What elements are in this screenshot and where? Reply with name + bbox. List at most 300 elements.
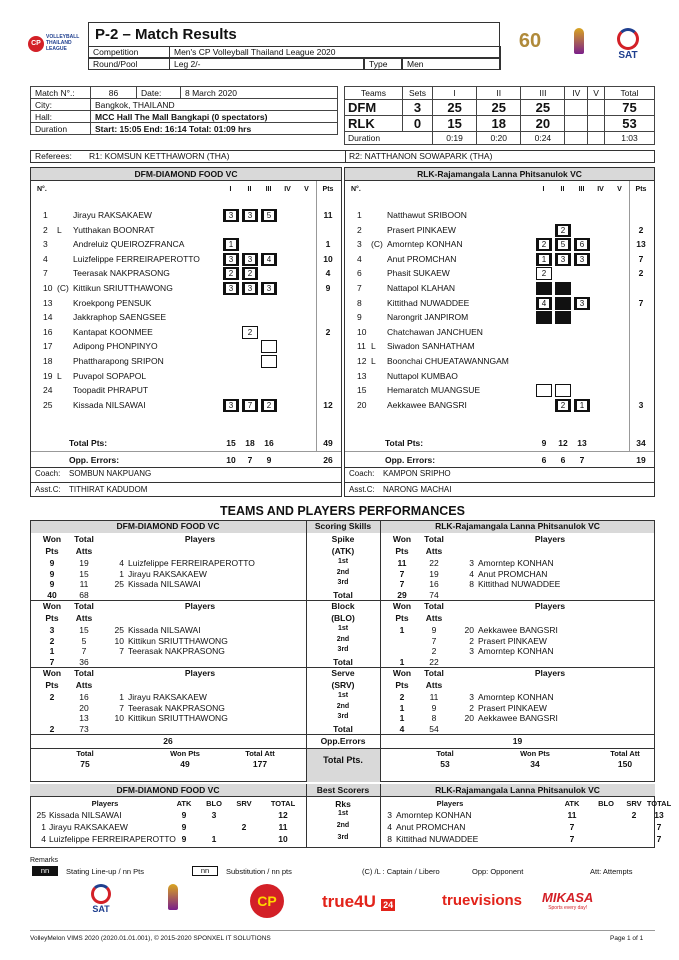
rank-label: 1st xyxy=(337,625,349,632)
set-cell xyxy=(223,267,239,280)
player-row xyxy=(345,253,654,267)
set-cell xyxy=(536,326,552,339)
set-opp-errors: 7 xyxy=(247,455,253,465)
skill-total-atts: 22 xyxy=(429,657,439,667)
set-cell xyxy=(555,355,571,368)
skill-total-atts: 73 xyxy=(79,724,89,734)
best-stat: 7 xyxy=(656,822,662,832)
set-cell xyxy=(280,326,296,339)
player-number: 25 xyxy=(114,625,124,635)
skill-total-atts: 68 xyxy=(79,590,89,600)
set-cell xyxy=(299,224,315,237)
duration-label: Duration xyxy=(31,123,91,135)
type-label: Type xyxy=(364,58,402,70)
set-cell xyxy=(280,209,296,222)
roster-totals-separator xyxy=(31,451,341,452)
player-name: Jirayu RAKSAKAEW xyxy=(128,568,207,579)
player-name: Natthawut SRIBOON xyxy=(387,210,467,220)
set-cell xyxy=(574,297,590,310)
set-cell xyxy=(574,282,590,295)
best-stat: 11 xyxy=(567,810,577,820)
set-cell xyxy=(280,224,296,237)
set-duration xyxy=(588,132,605,145)
player-name: Teerasak NAKPRASONG xyxy=(73,268,170,279)
totals-header: Total xyxy=(76,749,94,758)
set-points: 2 xyxy=(541,269,547,279)
col-pts: Pts xyxy=(45,680,59,690)
player-name: Kissada NILSAWAI xyxy=(73,399,146,410)
col-players: Players xyxy=(534,668,566,678)
won-pts: 1 xyxy=(399,713,405,723)
set-opp-errors: 6 xyxy=(560,455,566,465)
set-points: 3 xyxy=(245,211,255,220)
set-points: 3 xyxy=(226,255,236,264)
hall-value: MCC Hall The Mall Bangkapi (0 spectators) xyxy=(91,111,338,123)
player-row xyxy=(345,267,654,281)
set-cell xyxy=(299,209,315,222)
best-stat: 7 xyxy=(569,834,575,844)
best-player-number: 4 xyxy=(41,834,46,844)
remarks-row xyxy=(32,866,655,878)
set-total-pts: 15 xyxy=(226,438,236,448)
best-col-head: ATK xyxy=(564,799,580,808)
total-atts: 7 xyxy=(81,646,87,656)
coach-label: Coach: xyxy=(349,469,375,478)
cp-league-logo: CP VOLLEYBALL THAILAND LEAGUE xyxy=(28,30,88,60)
player-number: 8 xyxy=(469,579,474,589)
set-score: 15 xyxy=(433,116,477,132)
set-cell xyxy=(612,311,628,324)
player-role: L xyxy=(57,370,62,381)
set-points: 6 xyxy=(577,240,587,249)
player-number: 1 xyxy=(357,210,362,220)
best-stat: 1 xyxy=(211,834,217,844)
set-opp-errors: 6 xyxy=(541,455,547,465)
player-name: Anut PROMCHAN xyxy=(387,253,457,264)
set-cell xyxy=(299,326,315,339)
score-head-s5: V xyxy=(588,87,605,100)
set-cell xyxy=(261,209,277,222)
set-points: 3 xyxy=(245,255,255,264)
set-cell xyxy=(555,224,571,237)
player-points: 1 xyxy=(325,239,331,250)
player-name: Puvapol SOPAPOL xyxy=(73,370,147,381)
player-number: 8 xyxy=(357,297,362,308)
set-points: 3 xyxy=(245,284,255,293)
set-cell xyxy=(555,326,571,339)
roster-left xyxy=(30,167,342,497)
rank-label: 3rd xyxy=(337,579,349,586)
player-row xyxy=(31,297,341,311)
set-cell xyxy=(223,238,239,251)
set-cell xyxy=(242,384,258,397)
player-row xyxy=(345,370,654,384)
player-name: Kittikun SRIUTTHAWONG xyxy=(73,283,173,293)
opp-errors-label: Opp. Errors: xyxy=(385,455,436,465)
col-head-set: II xyxy=(247,186,252,193)
referees-label: Referees: xyxy=(35,151,72,161)
col-players: Players xyxy=(534,534,566,544)
opp-errors-separator xyxy=(30,734,655,735)
total-pts-label: Total Pts. xyxy=(323,755,363,765)
col-won: Won xyxy=(392,668,412,678)
col-pts: Pts xyxy=(45,613,59,623)
skill-total-atts: 54 xyxy=(429,724,439,734)
skill-total-won: 4 xyxy=(399,724,405,734)
anniversary-logo: 60 xyxy=(518,30,542,52)
best-col-head: BLO xyxy=(598,799,614,808)
best-stat: 9 xyxy=(181,822,187,832)
total-duration: 1:03 xyxy=(605,132,655,145)
coach-label: Coach: xyxy=(35,469,61,478)
won-pts: 3 xyxy=(49,625,55,635)
right-total-value: 53 xyxy=(440,759,450,769)
legend-start-box: nn xyxy=(32,866,58,876)
set-cell xyxy=(299,297,315,310)
set-cell xyxy=(555,297,571,310)
set-opp-errors: 10 xyxy=(226,455,236,465)
best-col-head: Players xyxy=(436,799,464,808)
col-players: Players xyxy=(184,601,216,611)
player-row xyxy=(345,297,654,311)
col-pts: Pts xyxy=(395,546,409,556)
col-head-pts: Pts xyxy=(322,186,334,193)
set-points: 3 xyxy=(558,255,568,264)
set-cell xyxy=(593,311,609,324)
player-name: Kittithad NUWADDEE xyxy=(387,297,470,308)
player-number: 16 xyxy=(43,326,53,337)
referee-1: R1: KOMSUN KETTHAWORN (THA) xyxy=(89,151,230,161)
set-cell xyxy=(280,384,296,397)
set-cell xyxy=(280,297,296,310)
player-number: 1 xyxy=(119,692,124,702)
player-name: Phattharapong SRIPON xyxy=(73,356,164,366)
player-name: Prasert PINKAEW xyxy=(387,224,456,235)
score-row-rlk xyxy=(345,116,655,132)
player-name: Jirayu RAKSAKAEW xyxy=(73,210,152,220)
set-cell xyxy=(612,209,628,222)
best-col-head: Players xyxy=(91,799,119,808)
set-cell xyxy=(555,370,571,383)
set-cell xyxy=(223,209,239,222)
col-head-set: IV xyxy=(284,186,291,193)
best-player-number: 3 xyxy=(387,810,392,820)
set-points: 3 xyxy=(577,255,587,264)
player-name: Luizfelippe FERREIRAPEROTTO xyxy=(73,253,200,264)
col-head-set: II xyxy=(560,186,565,193)
player-number: 7 xyxy=(119,646,124,656)
city-label: City: xyxy=(31,99,91,111)
player-number: 4 xyxy=(43,253,48,264)
best-col-head: TOTAL xyxy=(270,799,296,808)
set-cell xyxy=(261,340,277,353)
best-stat: 2 xyxy=(631,810,637,820)
won-pts: 2 xyxy=(49,635,55,646)
player-name: Kroekpong PENSUK xyxy=(73,297,152,308)
player-name: Prasert PINKAEW xyxy=(478,702,547,713)
total-pts-label: Total Pts: xyxy=(385,438,424,448)
set-cell xyxy=(299,311,315,324)
set-cell xyxy=(536,370,552,383)
match-info-table xyxy=(30,86,338,135)
opp-errors-label: Opp. Errors: xyxy=(69,455,120,465)
player-number: 25 xyxy=(114,579,124,589)
set-cell xyxy=(223,297,239,310)
set-cell xyxy=(612,238,628,251)
set-points: 2 xyxy=(245,269,255,278)
set-cell xyxy=(536,224,552,237)
best-scorers-label: Best Scorers xyxy=(316,785,370,795)
player-number: 18 xyxy=(43,356,53,366)
set-total-pts: 16 xyxy=(264,438,274,448)
set-opp-errors: 7 xyxy=(579,455,585,465)
set-cell xyxy=(261,311,277,324)
col-atts: Atts xyxy=(425,680,443,690)
col-pts: Pts xyxy=(395,613,409,623)
player-number: 24 xyxy=(43,385,53,396)
col-total: Total xyxy=(74,601,94,611)
skill-code: (SRV) xyxy=(331,680,355,690)
score-head-sets: Sets xyxy=(403,87,433,100)
set-cell xyxy=(299,399,315,412)
skill-total-won: 1 xyxy=(399,657,405,667)
player-row xyxy=(345,311,654,325)
nsdf-logo xyxy=(568,28,590,66)
set-total-pts: 18 xyxy=(245,438,255,448)
skill-name: Spike xyxy=(331,534,355,544)
set-cell xyxy=(261,326,277,339)
set-duration: 0:24 xyxy=(521,132,565,145)
set-points: 4 xyxy=(539,299,549,308)
set-points: 3 xyxy=(264,284,274,293)
skill-total-won: 40 xyxy=(47,590,57,600)
player-row xyxy=(31,326,341,340)
totals-header: Total Att xyxy=(245,749,275,758)
player-name: Jirayu RAKSAKAEW xyxy=(128,692,207,702)
set-points: 1 xyxy=(577,401,587,410)
col-atts: Atts xyxy=(75,613,93,623)
footer-left: VolleyMelon VIMS 2020 (2020.01.01.001), © 2015-2020 SPONXEL IT SOLUTIONS xyxy=(30,935,271,942)
type-value: Men xyxy=(402,58,501,70)
set-cell xyxy=(536,238,552,251)
roster-coach-separator xyxy=(345,467,654,468)
set-cell xyxy=(612,326,628,339)
coach-name: KAMPON SRIPHO xyxy=(383,469,451,478)
player-points: 7 xyxy=(638,297,644,308)
player-role: L xyxy=(57,224,62,235)
player-number: 4 xyxy=(357,253,362,264)
player-row xyxy=(345,340,654,354)
set-score: 25 xyxy=(477,100,521,116)
player-number: 7 xyxy=(119,702,124,713)
player-points: 3 xyxy=(638,399,644,410)
rank-label: 2nd xyxy=(336,635,350,643)
set-cell xyxy=(261,282,277,295)
asst-coach-label: Asst.C: xyxy=(349,485,375,494)
player-name: Aekkawee BANGSRI xyxy=(478,625,558,635)
player-row xyxy=(31,209,341,223)
player-number: 2 xyxy=(357,224,362,235)
set-cell xyxy=(536,311,552,324)
set-cell xyxy=(536,355,552,368)
set-cell xyxy=(280,253,296,266)
set-cell xyxy=(612,267,628,280)
set-points: 3 xyxy=(226,211,236,220)
set-cell xyxy=(574,311,590,324)
set-cell xyxy=(536,340,552,353)
player-role: L xyxy=(371,341,376,352)
col-atts: Atts xyxy=(75,546,93,556)
player-name: Kittikun SRIUTTHAWONG xyxy=(128,635,228,646)
score-head-total: Total xyxy=(605,87,655,100)
set-score xyxy=(565,116,588,132)
set-duration: 0:19 xyxy=(433,132,477,145)
best-player-name: Amorntep KONHAN xyxy=(396,810,472,820)
set-cell xyxy=(242,311,258,324)
col-won: Won xyxy=(42,534,62,544)
skill-total-won: 7 xyxy=(49,657,55,667)
set-cell xyxy=(574,399,590,412)
total-atts: 22 xyxy=(429,558,439,568)
set-points: 2 xyxy=(264,401,274,410)
skill-total-label: Total xyxy=(333,657,353,667)
skill-name: Serve xyxy=(331,668,355,678)
col-atts: Atts xyxy=(75,680,93,690)
total-atts: 11 xyxy=(79,579,89,589)
col-head-set: III xyxy=(578,186,585,193)
player-name: Adipong PHONPINYO xyxy=(73,341,158,352)
set-cell xyxy=(555,311,571,324)
total-atts: 16 xyxy=(429,579,439,589)
player-number: 6 xyxy=(357,268,362,279)
player-points: 9 xyxy=(325,283,331,293)
set-cell xyxy=(261,267,277,280)
won-pts: 9 xyxy=(49,579,55,589)
competition-value: Men's CP Volleyball Thailand League 2020 xyxy=(169,46,501,58)
col-head-set: V xyxy=(304,186,309,193)
player-number: 2 xyxy=(469,702,474,713)
player-name: Aekkawee BANGSRI xyxy=(387,399,467,410)
player-row xyxy=(345,326,654,340)
page-title: P-2 – Match Results xyxy=(95,26,237,43)
sponsor-bar xyxy=(30,880,655,926)
set-score: 25 xyxy=(521,100,565,116)
total-pts-sum: 34 xyxy=(636,438,646,448)
set-cell xyxy=(299,253,315,266)
sponsor-mikasa: MIKASA Sports every day! xyxy=(542,890,594,911)
set-cell xyxy=(223,399,239,412)
sponsor-cp: CP xyxy=(250,884,284,918)
player-number: 12 xyxy=(357,356,367,366)
set-cell xyxy=(242,253,258,266)
col-head-no: N°. xyxy=(37,186,47,193)
skill-total-won: 2 xyxy=(49,724,55,734)
set-cell xyxy=(223,224,239,237)
set-cell xyxy=(593,384,609,397)
best-player-name: Anut PROMCHAN xyxy=(396,822,466,832)
set-cell xyxy=(593,267,609,280)
player-number: 3 xyxy=(469,558,474,568)
set-cell xyxy=(574,253,590,266)
col-players: Players xyxy=(184,668,216,678)
roster-asst-separator xyxy=(345,482,654,483)
player-name: Boonchai CHUEATAWANNGAM xyxy=(387,356,509,366)
set-cell xyxy=(536,267,552,280)
set-cell xyxy=(555,253,571,266)
player-name: Toopadit PHRAPUT xyxy=(73,385,149,396)
player-number: 2 xyxy=(469,635,474,646)
skill-total-atts: 36 xyxy=(79,657,89,667)
player-number: 10 xyxy=(357,326,367,337)
col-pts: Pts xyxy=(45,546,59,556)
best-player-number: 25 xyxy=(36,810,46,820)
best-col-head: SRV xyxy=(236,799,252,808)
won-pts: 1 xyxy=(49,646,55,656)
set-points: 3 xyxy=(226,401,236,410)
set-cell xyxy=(593,238,609,251)
col-atts: Atts xyxy=(425,546,443,556)
best-player-name: Luizfelippe FERREIRAPEROTTO xyxy=(49,834,176,844)
player-name: Kittikun SRIUTTHAWONG xyxy=(128,713,228,723)
set-cell xyxy=(612,282,628,295)
total-atts: 8 xyxy=(431,713,437,723)
right-opp-errors: 19 xyxy=(512,736,523,746)
best-stat: 3 xyxy=(211,810,217,820)
footer-right: Page 1 of 1 xyxy=(610,935,644,942)
best-scorers-table xyxy=(30,784,672,848)
set-cell xyxy=(574,209,590,222)
col-total: Total xyxy=(424,668,444,678)
set-score xyxy=(588,116,605,132)
match-no-value: 86 xyxy=(91,87,137,99)
player-number: 13 xyxy=(43,297,53,308)
set-cell xyxy=(612,224,628,237)
legend-opp: Opp: Opponent xyxy=(472,867,524,876)
player-row xyxy=(345,399,654,413)
player-row xyxy=(345,238,654,252)
skill-code: (BLO) xyxy=(331,613,355,623)
player-number: 1 xyxy=(119,568,124,579)
total-pts-label: Total Pts: xyxy=(69,438,108,448)
best-stat: 7 xyxy=(569,822,575,832)
set-cell xyxy=(223,370,239,383)
player-row xyxy=(31,399,341,413)
set-cell xyxy=(280,238,296,251)
set-score: 18 xyxy=(477,116,521,132)
set-duration: 0:20 xyxy=(477,132,521,145)
set-cell xyxy=(261,399,277,412)
set-cell xyxy=(280,370,296,383)
set-cell xyxy=(242,224,258,237)
rks-label: Rks xyxy=(335,799,351,809)
player-role: (C) xyxy=(57,283,69,293)
player-name: Kantapat KOONMEE xyxy=(73,326,153,337)
set-cell xyxy=(261,224,277,237)
player-points: 12 xyxy=(323,399,333,410)
player-number: 3 xyxy=(357,239,362,250)
skill-total-label: Total xyxy=(333,590,353,600)
best-col-head: ATK xyxy=(176,799,192,808)
player-name: Siwadon SANHATHAM xyxy=(387,341,475,352)
player-name: Kittithad NUWADDEE xyxy=(478,579,561,589)
best-rank: 3rd xyxy=(337,834,349,841)
player-number: 9 xyxy=(357,312,362,323)
total-atts: 13 xyxy=(79,713,89,723)
player-name: Yutthakan BOONRAT xyxy=(73,224,155,235)
set-cell xyxy=(261,384,277,397)
score-duration-row xyxy=(345,132,655,145)
asst-coach-name: TITHIRAT KADUDOM xyxy=(69,485,148,494)
